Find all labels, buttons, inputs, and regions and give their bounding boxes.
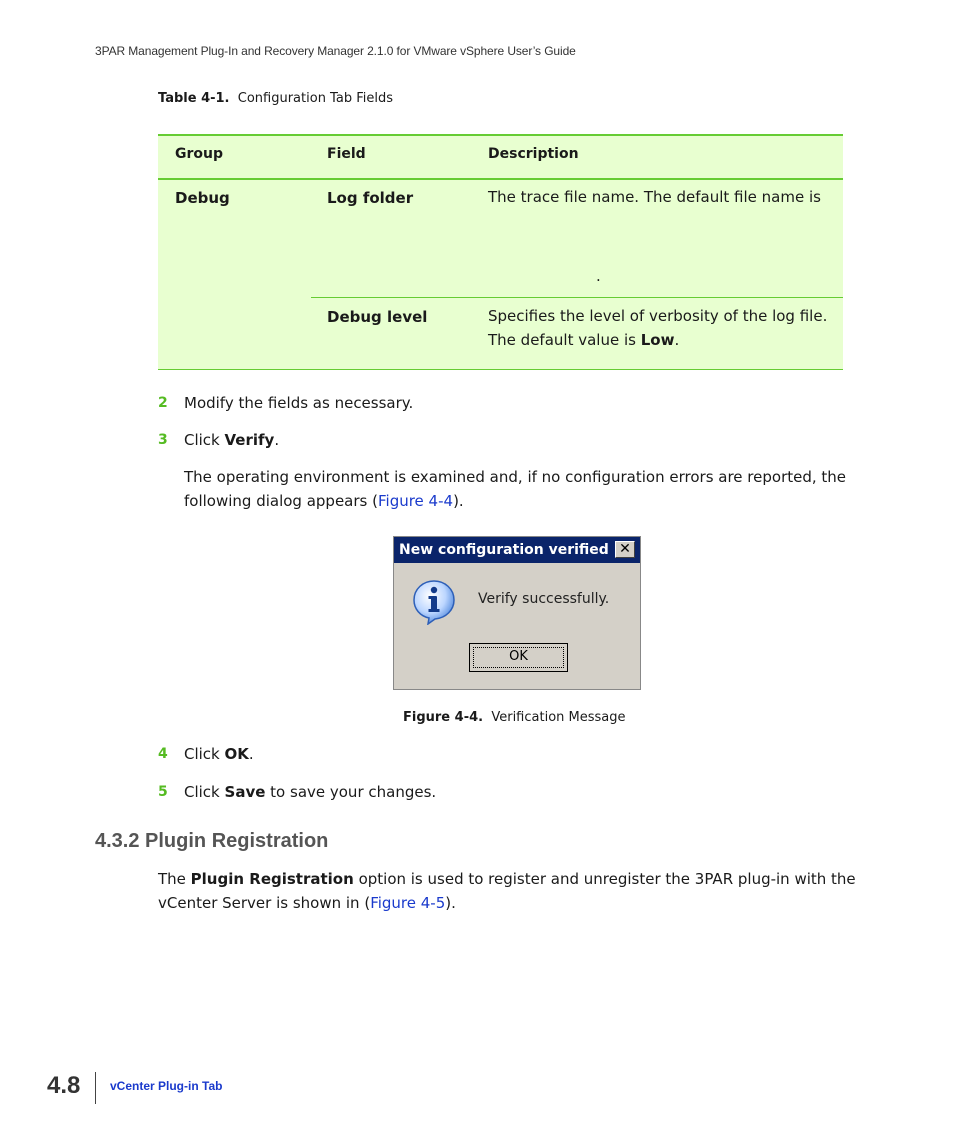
footer-divider	[95, 1072, 96, 1104]
table-cell-description-debug-level	[488, 304, 827, 352]
step-number: 3	[158, 432, 168, 448]
verify-paragraph	[184, 465, 846, 513]
table-cell-field-log-folder: Log folder	[327, 189, 414, 207]
step-text: Modify the fields as necessary.	[184, 394, 414, 412]
focus-ring	[473, 647, 564, 668]
step-text-bold: OK	[224, 745, 249, 763]
figure-caption-text: Verification Message	[491, 710, 626, 725]
figure-4-5-link[interactable]: Figure 4-5	[370, 894, 446, 912]
step-text-plain: Click	[184, 783, 225, 801]
paragraph-text: following dialog appears (	[184, 492, 378, 510]
paragraph-text: vCenter Server is shown in (	[158, 894, 371, 912]
close-icon[interactable]: ✕	[615, 541, 635, 558]
step-text-plain: .	[274, 431, 280, 449]
step-number: 5	[158, 784, 168, 800]
section-heading: 4.3.2 Plugin Registration	[95, 830, 329, 852]
step-text-plain: Click	[184, 745, 225, 763]
table-caption-text: Configuration Tab Fields	[237, 91, 393, 106]
description-text: The default value is	[488, 331, 641, 349]
step-text-bold: Verify	[224, 431, 275, 449]
registration-paragraph	[158, 867, 856, 915]
figure-caption-label: Figure 4-4.	[403, 710, 484, 725]
paragraph-text: ).	[445, 894, 456, 912]
figure-4-4-link[interactable]: Figure 4-4	[377, 492, 454, 510]
paragraph-line	[158, 891, 856, 915]
step-text-plain: .	[248, 745, 254, 763]
table-caption-label: Table 4-1.	[158, 91, 230, 106]
table-header-field: Field	[327, 146, 366, 162]
table-header-description: Description	[488, 146, 579, 162]
table-header-rule	[158, 178, 843, 180]
description-line	[488, 328, 827, 352]
step-number: 4	[158, 746, 168, 762]
paragraph-text: ).	[453, 492, 464, 510]
step-text	[184, 431, 279, 449]
ok-button[interactable]	[469, 643, 568, 672]
step-text-bold: Save	[224, 783, 266, 801]
paragraph-bold: Plugin Registration	[190, 870, 354, 888]
step-number: 2	[158, 395, 168, 411]
ok-button-label: OK	[509, 649, 528, 664]
paragraph-line: The operating environment is examined and, if no configuration errors are reported, the	[184, 468, 847, 486]
table-cell-field-debug-level: Debug level	[327, 308, 428, 326]
description-bold: Low	[640, 331, 675, 349]
table-row-rule	[311, 297, 843, 298]
description-line: Specifies the level of verbosity of the log file.	[488, 307, 828, 325]
table-cell-description-log-folder: The trace file name. The default file name is	[488, 188, 821, 206]
table-caption	[158, 91, 393, 106]
table-cell-description-period: .	[596, 267, 601, 285]
figure-caption	[403, 710, 626, 725]
paragraph-text: The	[158, 870, 191, 888]
dialog-title-bar: New configuration verified	[394, 537, 640, 563]
step-text	[184, 745, 254, 763]
paragraph-line	[184, 489, 846, 513]
info-icon	[412, 579, 456, 629]
step-text-plain: Click	[184, 431, 225, 449]
verification-dialog	[393, 536, 641, 690]
step-text-plain: to save your changes.	[265, 783, 437, 801]
table-header-group: Group	[175, 146, 224, 162]
step-text	[184, 783, 436, 801]
running-header: 3PAR Management Plug-In and Recovery Manager 2.1.0 for VMware vSphere User’s Guide	[95, 44, 576, 58]
dialog-message: Verify successfully.	[478, 591, 610, 607]
description-text: .	[674, 331, 680, 349]
paragraph-line	[158, 867, 856, 891]
footer-chapter-link[interactable]: vCenter Plug-in Tab	[110, 1079, 223, 1093]
table-cell-group: Debug	[175, 189, 230, 207]
paragraph-text: option is used to register and unregister the 3PAR plug-in with the	[353, 870, 856, 888]
page-number: 4.8	[47, 1072, 81, 1099]
